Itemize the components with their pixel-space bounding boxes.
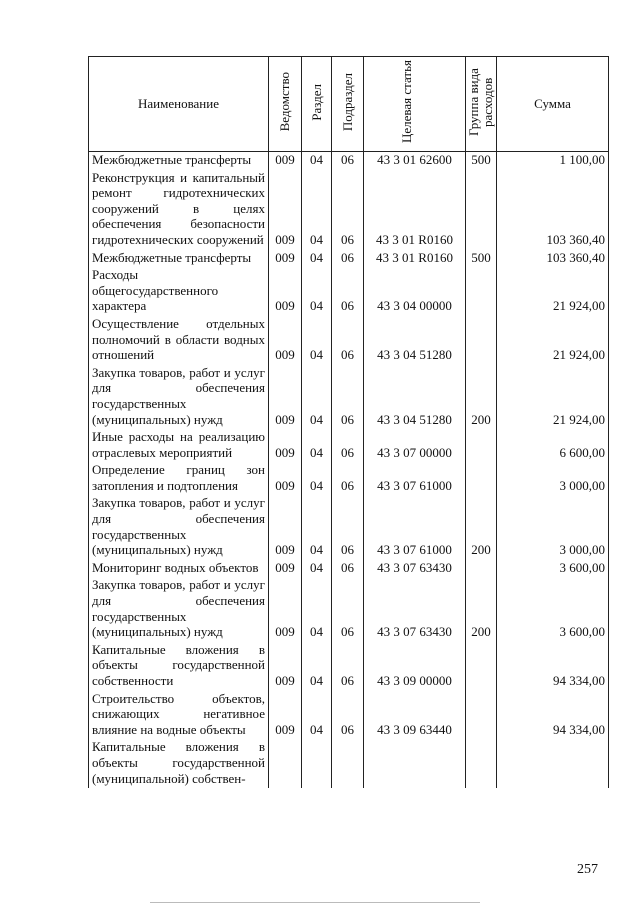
cell-name-text: Закупка товаров, работ и услуг для обеспечения государственных (муниципальных) нужд bbox=[92, 364, 265, 427]
cell-name bbox=[89, 267, 269, 316]
cell-razdel bbox=[302, 170, 332, 250]
cell-name-text: Капитальные вложения в объекты государственной (муниципальной) собствен- bbox=[92, 739, 265, 786]
cell-celevaya-statya bbox=[364, 429, 466, 462]
cell-summa-text: 3 600,00 bbox=[559, 624, 605, 640]
cell-razdel bbox=[302, 691, 332, 740]
cell-summa bbox=[497, 495, 609, 559]
cell-vedomstvo-text: 009 bbox=[275, 411, 295, 427]
header-vedomstvo-label: Ведомство bbox=[277, 72, 292, 132]
cell-gruppa-vidov bbox=[466, 560, 497, 578]
cell-name-text: Мониторинг водных объектов bbox=[92, 559, 259, 575]
cell-gruppa-vidov-text: 500 bbox=[471, 249, 491, 265]
cell-celevaya-statya-text: 43 3 07 63430 bbox=[377, 559, 452, 575]
table-row bbox=[89, 691, 609, 740]
cell-vedomstvo-text: 009 bbox=[275, 298, 295, 314]
cell-name-text: Межбюджетные трансферты bbox=[92, 152, 252, 167]
cell-celevaya-statya-text: 43 3 07 00000 bbox=[377, 444, 452, 460]
cell-summa bbox=[497, 170, 609, 250]
cell-name bbox=[89, 250, 269, 268]
cell-celevaya-statya bbox=[364, 170, 466, 250]
table-row bbox=[89, 462, 609, 495]
cell-summa bbox=[497, 577, 609, 641]
cell-vedomstvo-text: 009 bbox=[275, 249, 295, 265]
cell-podrazdel bbox=[332, 577, 364, 641]
cell-celevaya-statya-text: 43 3 04 00000 bbox=[377, 298, 452, 314]
table-row bbox=[89, 560, 609, 578]
table-row bbox=[89, 316, 609, 365]
cell-vedomstvo bbox=[269, 577, 302, 641]
cell-celevaya-statya-text: 43 3 07 61000 bbox=[377, 477, 452, 493]
cell-celevaya-statya-text: 43 3 04 51280 bbox=[377, 411, 452, 427]
cell-celevaya-statya-text: 43 3 04 51280 bbox=[377, 347, 452, 363]
header-summa bbox=[497, 57, 609, 152]
cell-podrazdel-text: 06 bbox=[341, 249, 354, 265]
cell-summa-text: 1 100,00 bbox=[559, 152, 605, 167]
cell-name bbox=[89, 152, 269, 170]
cell-gruppa-vidov-text: 200 bbox=[471, 624, 491, 640]
cell-name bbox=[89, 462, 269, 495]
cell-podrazdel-text: 06 bbox=[341, 444, 354, 460]
table-row bbox=[89, 739, 609, 788]
cell-podrazdel-text: 06 bbox=[341, 624, 354, 640]
cell-name bbox=[89, 170, 269, 250]
header-razdel-label: Раздел bbox=[308, 83, 324, 121]
cell-gruppa-vidov bbox=[466, 152, 497, 170]
cell-vedomstvo-text: 009 bbox=[275, 347, 295, 363]
table-row bbox=[89, 365, 609, 429]
cell-razdel-text: 04 bbox=[310, 249, 323, 265]
cell-summa bbox=[497, 152, 609, 170]
cell-vedomstvo bbox=[269, 170, 302, 250]
budget-table bbox=[88, 56, 609, 788]
cell-razdel bbox=[302, 429, 332, 462]
cell-razdel bbox=[302, 462, 332, 495]
cell-summa bbox=[497, 462, 609, 495]
cell-razdel-text: 04 bbox=[310, 624, 323, 640]
cell-celevaya-statya bbox=[364, 365, 466, 429]
cell-vedomstvo bbox=[269, 560, 302, 578]
cell-name-text: Закупка товаров, работ и услуг для обеспечения государственных (муниципальных) нужд bbox=[92, 577, 265, 640]
cell-vedomstvo bbox=[269, 250, 302, 268]
cell-razdel-text: 04 bbox=[310, 559, 323, 575]
cell-name-text: Осуществление отдельных полномочий в области водных отношений bbox=[92, 315, 265, 363]
cell-gruppa-vidov bbox=[466, 642, 497, 691]
cell-celevaya-statya-text: 43 3 07 63430 bbox=[377, 624, 452, 640]
cell-summa-text: 3 600,00 bbox=[559, 559, 605, 575]
cell-gruppa-vidov bbox=[466, 739, 497, 788]
cell-summa-text: 3 000,00 bbox=[559, 477, 605, 493]
cell-podrazdel bbox=[332, 462, 364, 495]
cell-celevaya-statya bbox=[364, 739, 466, 788]
cell-celevaya-statya-text: 43 3 07 61000 bbox=[377, 542, 452, 558]
cell-vedomstvo bbox=[269, 495, 302, 559]
table-body bbox=[89, 152, 609, 789]
header-name-label: Наименование bbox=[138, 96, 219, 111]
cell-celevaya-statya bbox=[364, 691, 466, 740]
cell-podrazdel bbox=[332, 250, 364, 268]
cell-name-text: Реконструкция и капитальный ремонт гидротехнических сооружений в целях обеспечения безопасности гидротехнических сооружений bbox=[92, 169, 265, 247]
header-vedomstvo bbox=[269, 57, 302, 152]
page-number: 257 bbox=[577, 862, 598, 877]
cell-gruppa-vidov bbox=[466, 365, 497, 429]
cell-summa bbox=[497, 250, 609, 268]
header-podrazdel bbox=[332, 57, 364, 152]
cell-name bbox=[89, 739, 269, 788]
cell-razdel bbox=[302, 495, 332, 559]
table-row bbox=[89, 495, 609, 559]
cell-summa-text: 94 334,00 bbox=[553, 673, 605, 688]
cell-celevaya-statya-text: 43 3 01 62600 bbox=[377, 152, 452, 167]
cell-name-text: Капитальные вложения в объекты государственной собственности bbox=[92, 641, 265, 688]
cell-name-text: Закупка товаров, работ и услуг для обеспечения государственных (муниципальных) нужд bbox=[92, 495, 265, 558]
cell-gruppa-vidov-text: 500 bbox=[471, 152, 491, 167]
cell-razdel bbox=[302, 739, 332, 788]
cell-razdel bbox=[302, 152, 332, 170]
cell-vedomstvo bbox=[269, 429, 302, 462]
cell-podrazdel bbox=[332, 170, 364, 250]
cell-podrazdel bbox=[332, 691, 364, 740]
cell-razdel bbox=[302, 316, 332, 365]
cell-summa-text: 3 000,00 bbox=[559, 542, 605, 558]
cell-name bbox=[89, 642, 269, 691]
table-header bbox=[89, 57, 609, 152]
cell-podrazdel bbox=[332, 642, 364, 691]
cell-name bbox=[89, 316, 269, 365]
cell-razdel bbox=[302, 267, 332, 316]
cell-summa-text: 21 924,00 bbox=[553, 298, 605, 314]
cell-name bbox=[89, 577, 269, 641]
header-gruppa-vidov-label: Группа вида расходов bbox=[466, 68, 495, 136]
header-celevaya-statya-label: Целевая статья bbox=[398, 60, 414, 144]
cell-razdel bbox=[302, 250, 332, 268]
cell-celevaya-statya bbox=[364, 642, 466, 691]
header-celevaya-statya bbox=[364, 57, 466, 152]
cell-gruppa-vidov-text: 200 bbox=[471, 542, 491, 558]
cell-summa bbox=[497, 691, 609, 740]
cell-celevaya-statya bbox=[364, 462, 466, 495]
cell-name bbox=[89, 365, 269, 429]
cell-name-text: Строительство объектов, снижающих негативное влияние на водные объекты bbox=[92, 690, 265, 737]
header-podrazdel-label: Подраздел bbox=[339, 72, 355, 132]
cell-summa-text: 21 924,00 bbox=[553, 347, 605, 363]
table-row bbox=[89, 170, 609, 250]
cell-summa bbox=[497, 316, 609, 365]
cell-razdel bbox=[302, 642, 332, 691]
cell-podrazdel bbox=[332, 267, 364, 316]
cell-razdel-text: 04 bbox=[310, 444, 323, 460]
cell-razdel-text: 04 bbox=[310, 231, 323, 247]
cell-celevaya-statya-text: 43 3 09 63440 bbox=[377, 721, 452, 737]
cell-podrazdel bbox=[332, 429, 364, 462]
cell-vedomstvo bbox=[269, 642, 302, 691]
cell-name-text: Расходы общегосударственного характера bbox=[92, 267, 219, 314]
cell-name bbox=[89, 495, 269, 559]
cell-gruppa-vidov bbox=[466, 691, 497, 740]
cell-razdel-text: 04 bbox=[310, 411, 323, 427]
cell-vedomstvo-text: 009 bbox=[275, 444, 295, 460]
cell-vedomstvo-text: 009 bbox=[275, 721, 295, 737]
cell-summa-text: 103 360,40 bbox=[546, 231, 605, 247]
cell-vedomstvo-text: 009 bbox=[275, 152, 295, 167]
cell-gruppa-vidov bbox=[466, 250, 497, 268]
cell-summa bbox=[497, 267, 609, 316]
cell-podrazdel-text: 06 bbox=[341, 231, 354, 247]
cell-name-text: Межбюджетные трансферты bbox=[92, 249, 252, 265]
cell-gruppa-vidov bbox=[466, 495, 497, 559]
cell-gruppa-vidov bbox=[466, 462, 497, 495]
cell-vedomstvo bbox=[269, 316, 302, 365]
cell-name bbox=[89, 560, 269, 578]
cell-name bbox=[89, 691, 269, 740]
cell-podrazdel-text: 06 bbox=[341, 347, 354, 363]
cell-gruppa-vidov bbox=[466, 577, 497, 641]
cell-vedomstvo bbox=[269, 267, 302, 316]
cell-podrazdel-text: 06 bbox=[341, 152, 354, 167]
cell-razdel-text: 04 bbox=[310, 477, 323, 493]
cell-vedomstvo-text: 009 bbox=[275, 542, 295, 558]
table-row bbox=[89, 152, 609, 170]
cell-razdel-text: 04 bbox=[310, 721, 323, 737]
cell-vedomstvo bbox=[269, 739, 302, 788]
footer-divider bbox=[150, 902, 480, 903]
cell-vedomstvo-text: 009 bbox=[275, 231, 295, 247]
cell-celevaya-statya bbox=[364, 495, 466, 559]
cell-celevaya-statya-text: 43 3 01 R0160 bbox=[376, 249, 453, 265]
cell-vedomstvo bbox=[269, 462, 302, 495]
table-row bbox=[89, 267, 609, 316]
header-summa-label: Сумма bbox=[534, 96, 571, 111]
cell-gruppa-vidov bbox=[466, 170, 497, 250]
header-name bbox=[89, 57, 269, 152]
cell-razdel bbox=[302, 560, 332, 578]
cell-razdel-text: 04 bbox=[310, 298, 323, 314]
cell-podrazdel-text: 06 bbox=[341, 721, 354, 737]
cell-celevaya-statya bbox=[364, 577, 466, 641]
cell-name-text: Определение границ зон затопления и подтопления bbox=[92, 462, 265, 493]
cell-razdel-text: 04 bbox=[310, 673, 323, 688]
cell-celevaya-statya bbox=[364, 267, 466, 316]
cell-podrazdel-text: 06 bbox=[341, 298, 354, 314]
cell-razdel bbox=[302, 577, 332, 641]
cell-gruppa-vidov-text: 200 bbox=[471, 411, 491, 427]
table-row bbox=[89, 429, 609, 462]
cell-gruppa-vidov bbox=[466, 429, 497, 462]
cell-name-text: Иные расходы на реализацию отраслевых мероприятий bbox=[92, 429, 265, 460]
cell-summa-text: 21 924,00 bbox=[553, 411, 605, 427]
cell-name bbox=[89, 429, 269, 462]
cell-summa-text: 103 360,40 bbox=[546, 249, 605, 265]
header-razdel bbox=[302, 57, 332, 152]
cell-vedomstvo-text: 009 bbox=[275, 624, 295, 640]
cell-podrazdel-text: 06 bbox=[341, 542, 354, 558]
cell-summa bbox=[497, 429, 609, 462]
cell-podrazdel bbox=[332, 560, 364, 578]
cell-gruppa-vidov bbox=[466, 267, 497, 316]
cell-celevaya-statya bbox=[364, 560, 466, 578]
cell-celevaya-statya bbox=[364, 250, 466, 268]
cell-podrazdel bbox=[332, 365, 364, 429]
cell-summa-text: 94 334,00 bbox=[553, 721, 605, 737]
cell-summa bbox=[497, 560, 609, 578]
table-row bbox=[89, 577, 609, 641]
cell-summa bbox=[497, 739, 609, 788]
cell-celevaya-statya-text: 43 3 01 R0160 bbox=[376, 231, 453, 247]
cell-vedomstvo-text: 009 bbox=[275, 477, 295, 493]
cell-summa-text: 6 600,00 bbox=[559, 444, 605, 460]
cell-podrazdel bbox=[332, 316, 364, 365]
cell-razdel-text: 04 bbox=[310, 347, 323, 363]
header-gruppa-vidov bbox=[466, 57, 497, 152]
cell-vedomstvo bbox=[269, 152, 302, 170]
cell-vedomstvo bbox=[269, 691, 302, 740]
cell-podrazdel-text: 06 bbox=[341, 477, 354, 493]
cell-vedomstvo-text: 009 bbox=[275, 673, 295, 688]
table-row bbox=[89, 642, 609, 691]
cell-celevaya-statya bbox=[364, 316, 466, 365]
cell-gruppa-vidov bbox=[466, 316, 497, 365]
cell-summa bbox=[497, 365, 609, 429]
cell-vedomstvo-text: 009 bbox=[275, 559, 295, 575]
cell-podrazdel bbox=[332, 739, 364, 788]
cell-razdel-text: 04 bbox=[310, 152, 323, 167]
cell-celevaya-statya bbox=[364, 152, 466, 170]
cell-podrazdel-text: 06 bbox=[341, 411, 354, 427]
table-row bbox=[89, 250, 609, 268]
cell-podrazdel bbox=[332, 495, 364, 559]
cell-podrazdel bbox=[332, 152, 364, 170]
cell-summa bbox=[497, 642, 609, 691]
cell-celevaya-statya-text: 43 3 09 00000 bbox=[377, 673, 452, 688]
cell-vedomstvo bbox=[269, 365, 302, 429]
cell-razdel-text: 04 bbox=[310, 542, 323, 558]
cell-podrazdel-text: 06 bbox=[341, 673, 354, 688]
cell-razdel bbox=[302, 365, 332, 429]
cell-podrazdel-text: 06 bbox=[341, 559, 354, 575]
